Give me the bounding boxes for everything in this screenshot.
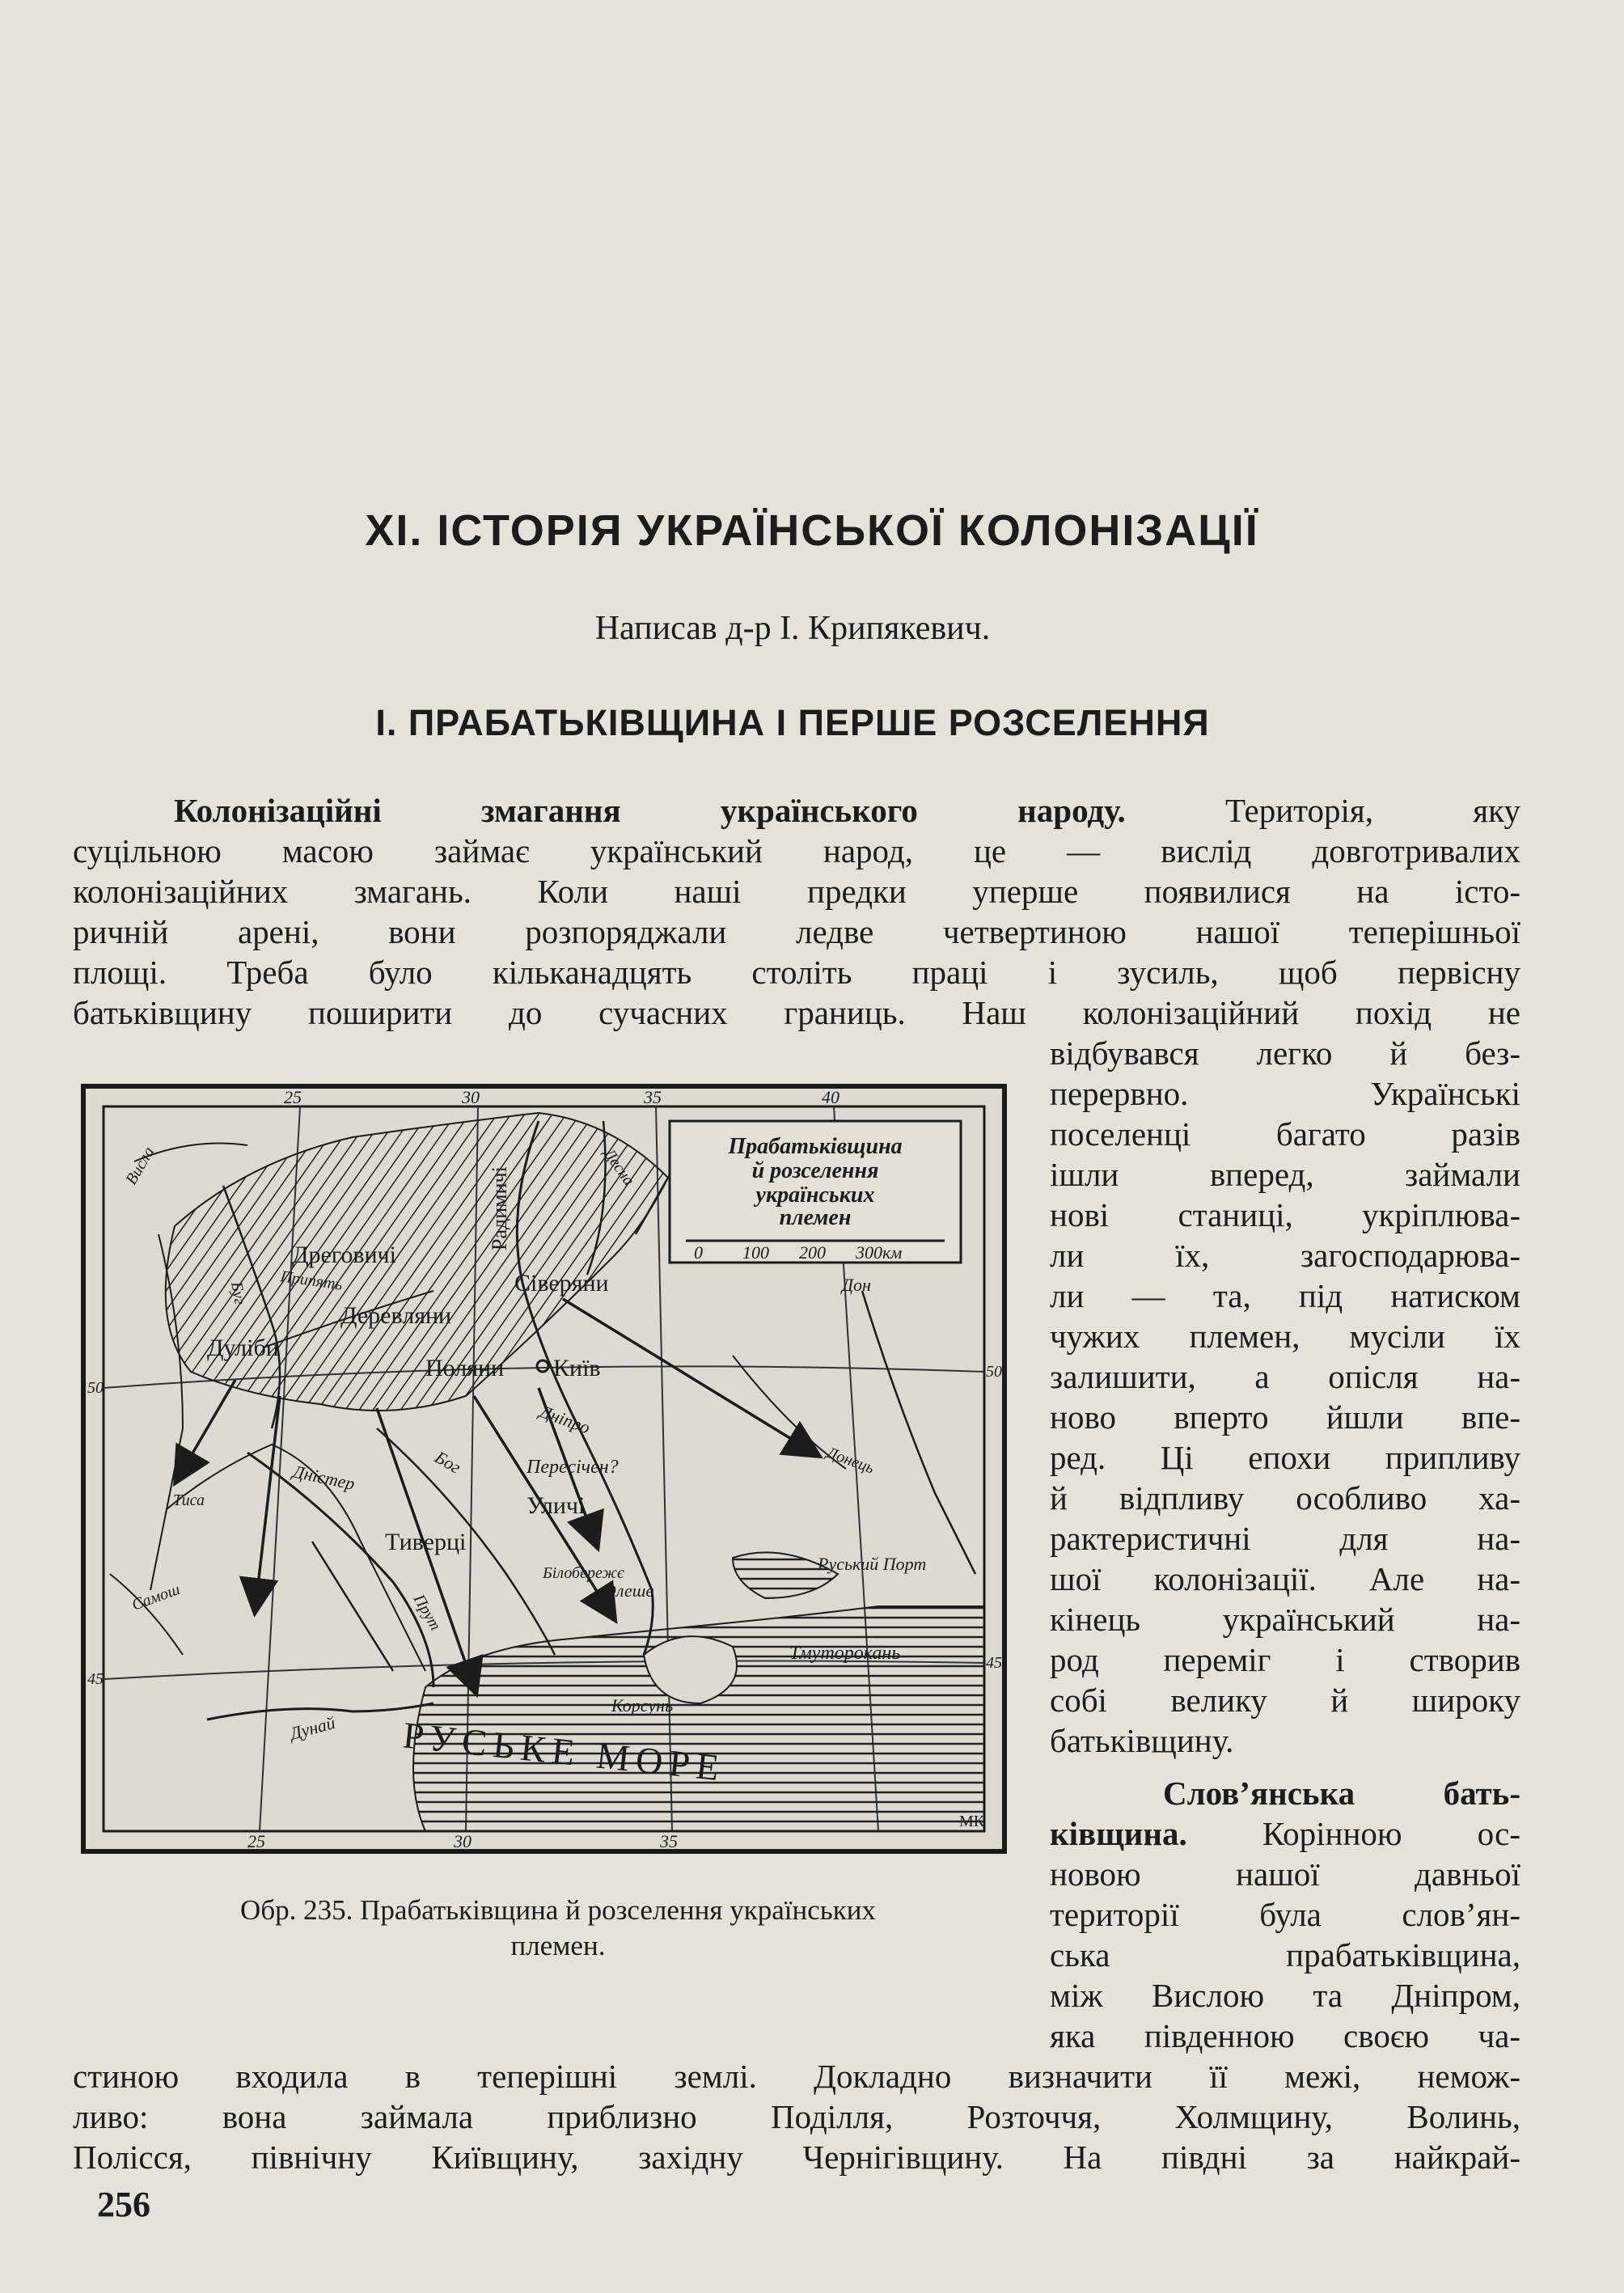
section-title: І. ПРАБАТЬКІВЩИНА І ПЕРШЕ РОЗСЕЛЕННЯ: [375, 702, 1210, 743]
map-legend-title: Прабатьківщина: [728, 1134, 903, 1159]
map-tribe-label: Дреговичі: [292, 1242, 396, 1268]
map-longitude-label: 25: [284, 1089, 302, 1107]
map-scale-label: 0: [694, 1242, 703, 1263]
paragraph-line: род переміг і створив: [1050, 1641, 1520, 1678]
map-river-label: Бог: [431, 1446, 465, 1478]
caption-line: племен.: [510, 1930, 606, 1961]
map-longitude-label: 35: [644, 1089, 662, 1107]
map-legend-title: племен: [779, 1205, 852, 1230]
paragraph-line: нові станиці, укріплюва-: [1050, 1196, 1520, 1233]
paragraph-line: відбувався легко й без-: [1050, 1034, 1520, 1072]
page-number: 256: [97, 2185, 150, 2224]
paragraph-line: й відпливу особливо ха-: [1050, 1479, 1520, 1517]
paragraph-line: ли їх, загосподарюва-: [1050, 1237, 1520, 1274]
paragraph-line: собі велику й широку: [1050, 1682, 1520, 1719]
map-river-label: Дніпро: [537, 1401, 594, 1438]
paragraph-line: площі. Треба було кільканадцять століть праці і зусиль, щоб первісну: [73, 954, 1520, 991]
map-latitude-label: 50: [986, 1363, 1002, 1381]
author-line: Написав д-р І. Крипякевич.: [594, 610, 991, 647]
map-signature: МК: [959, 1813, 985, 1830]
map-river-label: Дністер: [290, 1461, 357, 1494]
paragraph-line: новою нашої давньої: [1050, 1855, 1520, 1893]
paragraph-line: батьківщину поширити до сучасних границь. Наш колонізаційний похід не: [73, 994, 1520, 1031]
paragraph-line: батьківщину.: [1050, 1722, 1234, 1759]
map-longitude-label: 40: [822, 1089, 839, 1107]
map-sea-label: РУСЬКЕ МОРЕ: [400, 1714, 728, 1789]
paragraph-line: [174, 790, 1520, 831]
paragraph-line: Полісся, північну Київщину, західну Чернігівщину. На півдні за найкрай-: [73, 2139, 1520, 2176]
paragraph-line: суцільною масою займає український народ, це — вислід довготривалих: [73, 832, 1520, 869]
map-scale-label: 300км: [856, 1242, 903, 1263]
map-latitude-label: 50: [87, 1379, 104, 1397]
paragraph-line: кінець український на-: [1050, 1601, 1520, 1638]
map-river-label: Донець: [824, 1444, 877, 1478]
paragraph-line: поселенці багато разів: [1050, 1115, 1520, 1153]
paragraph-line: рактеристичні для на-: [1050, 1520, 1520, 1557]
paragraph-lead-text: Слов’янська бать-: [1163, 1775, 1520, 1812]
map-place-label: Руський Порт: [818, 1554, 927, 1574]
map-river-label: Прут: [409, 1591, 445, 1634]
map-tribe-label: Сіверяни: [514, 1270, 609, 1297]
paragraph-line: між Вислою та Дніпром,: [1050, 1977, 1520, 2014]
map-tribe-label: Тиверці: [385, 1529, 467, 1555]
map-legend-title: українських: [755, 1182, 875, 1208]
map-tribe-label: Уличі: [527, 1492, 586, 1519]
map-tribe-label: Поляни: [425, 1355, 505, 1381]
caption-line: Обр. 235. Прабатьківщина й розселення українських: [240, 1894, 876, 1926]
paragraph-line: ричній арені, вони розпоряджали ледве четвертиною нашої теперішньої: [73, 913, 1520, 950]
paragraph-line: яка південною своєю ча-: [1050, 2017, 1520, 2054]
map-place-label: Тмуторокань: [789, 1643, 901, 1664]
paragraph-line: шої колонізації. Але на-: [1050, 1560, 1520, 1597]
paragraph-lead: Колонізаційні змагання українського народу.: [174, 792, 1126, 829]
map-river-label: Висла: [122, 1144, 159, 1188]
map-river-label: Буг: [227, 1280, 249, 1306]
paragraph-line: ред. Ці епохи припливу: [1050, 1439, 1520, 1476]
map-legend-title: й розселення: [751, 1158, 879, 1183]
paragraph-line: [1050, 1813, 1520, 1854]
map-scale-label: 200: [799, 1242, 826, 1263]
paragraph-line: ська прабатьківщина,: [1050, 1936, 1520, 1974]
map-river-label: Тиса: [173, 1491, 205, 1509]
map-river-label: Дунай: [287, 1712, 338, 1744]
paragraph-line: ново вперто йшли впе-: [1050, 1398, 1520, 1436]
paragraph-line: ливо: вона займала приблизно Поділля, Розточчя, Холмщину, Волинь,: [73, 2098, 1520, 2135]
paragraph-line: стиною входила в теперішні землі. Докладно визначити її межі, немож-: [73, 2058, 1520, 2095]
map-tribe-label: Дуліби: [207, 1335, 279, 1361]
paragraph-line: чужих племен, мусіли їх: [1050, 1318, 1520, 1355]
map-tribe-label: Радимичі: [488, 1166, 511, 1250]
map-place-label: Пересічен?: [527, 1457, 619, 1478]
paragraph-lead-cont: ківщина.: [1050, 1815, 1187, 1852]
map-city-label: Київ: [553, 1355, 601, 1381]
map-latitude-label: 45: [87, 1670, 104, 1688]
map-place-label: Білобережє: [543, 1564, 624, 1582]
map-scale-label: 100: [742, 1242, 769, 1263]
map-tribe-label: Деревляни: [340, 1302, 452, 1329]
chapter-title: XI. ІСТОРІЯ УКРАЇНСЬКОЇ КОЛОНІЗАЦІЇ: [365, 506, 1259, 555]
map-river-label: Припять: [279, 1267, 344, 1294]
map-place-label: Олешє: [603, 1580, 653, 1601]
map-longitude-label: 35: [660, 1831, 678, 1849]
map-longitude-label: 30: [462, 1089, 480, 1107]
map-river-label: Самош: [129, 1580, 183, 1614]
paragraph-lead: [1163, 1773, 1520, 1813]
map-longitude-label: 30: [454, 1831, 472, 1849]
map-figure: [81, 1084, 1007, 1854]
figure-caption: [81, 1893, 1035, 1964]
paragraph-text: Корінною ос-: [1262, 1815, 1520, 1852]
map-latitude-label: 45: [986, 1654, 1002, 1672]
paragraph-line: ли — та, під натиском: [1050, 1277, 1520, 1314]
paragraph-line: території була слов’ян-: [1050, 1896, 1520, 1933]
map-river-label: Десна: [599, 1145, 638, 1189]
map-longitude-label: 25: [247, 1831, 265, 1849]
paragraph-line: ішли вперед, займали: [1050, 1156, 1520, 1193]
map-river-label: Дон: [842, 1275, 871, 1295]
paragraph-line: перервно. Українські: [1050, 1075, 1520, 1112]
map-place-label: Корсунь: [611, 1695, 674, 1716]
paragraph-line: колонізаційних змагань. Коли наші предки уперше появилися на істо-: [73, 873, 1520, 910]
paragraph-text: Територія, яку: [1225, 792, 1520, 829]
paragraph-line: залишити, а опісля на-: [1050, 1358, 1520, 1395]
